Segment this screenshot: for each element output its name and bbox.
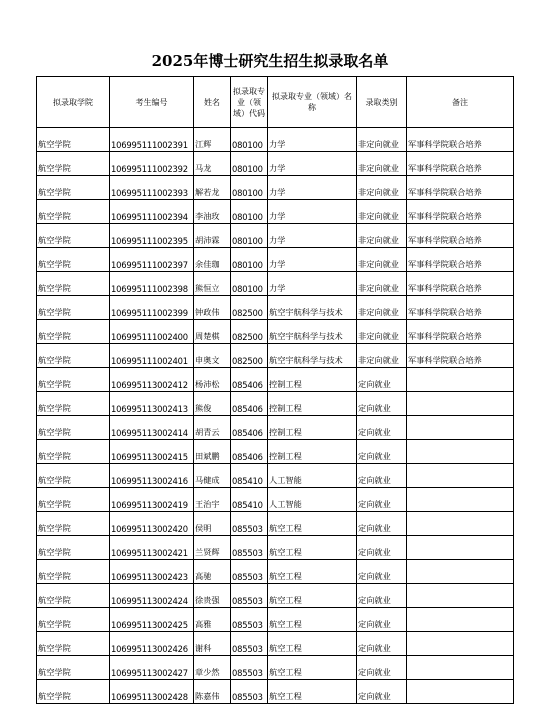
cell-major-code: 082500 [231,344,268,368]
cell-remark [407,488,514,512]
cell-category: 非定向就业 [357,344,407,368]
cell-candidate-id: 106995111002394 [110,200,194,224]
cell-major-code: 080100 [231,176,268,200]
cell-major-name: 航空宇航科学与技术 [268,296,357,320]
cell-college: 航空学院 [37,392,110,416]
cell-major-code: 085406 [231,416,268,440]
cell-name: 周楚棋 [194,320,231,344]
cell-candidate-id: 106995113002427 [110,656,194,680]
header-row [37,77,514,128]
header-major-name: 拟录取专业（领域）名称 [268,77,357,128]
cell-remark: 军事科学院联合培养 [407,344,514,368]
table-row [37,344,514,368]
table-row [37,272,514,296]
cell-remark: 军事科学院联合培养 [407,272,514,296]
cell-category: 定向就业 [357,368,407,392]
cell-major-name: 控制工程 [268,416,357,440]
cell-major-code: 085503 [231,608,268,632]
header-category: 录取类别 [357,77,407,128]
cell-name: 余佳珈 [194,248,231,272]
cell-college: 航空学院 [37,128,110,152]
cell-name: 高雅 [194,608,231,632]
cell-major-code: 085410 [231,488,268,512]
cell-college: 航空学院 [37,656,110,680]
cell-name: 田斌鹏 [194,440,231,464]
cell-major-name: 航空工程 [268,560,357,584]
cell-major-name: 力学 [268,200,357,224]
cell-category: 定向就业 [357,512,407,536]
cell-major-code: 085503 [231,656,268,680]
cell-major-name: 航空工程 [268,680,357,704]
cell-college: 航空学院 [37,416,110,440]
cell-name: 江辉 [194,128,231,152]
table-row [37,656,514,680]
cell-remark [407,392,514,416]
cell-major-name: 力学 [268,152,357,176]
cell-remark [407,680,514,704]
table-row [37,248,514,272]
cell-category: 定向就业 [357,488,407,512]
cell-name: 熊俊 [194,392,231,416]
cell-remark [407,512,514,536]
cell-major-name: 航空宇航科学与技术 [268,320,357,344]
cell-major-name: 航空工程 [268,584,357,608]
cell-category: 定向就业 [357,536,407,560]
cell-remark [407,656,514,680]
table-row [37,680,514,704]
cell-candidate-id: 106995111002398 [110,272,194,296]
cell-name: 高驰 [194,560,231,584]
cell-major-code: 080100 [231,248,268,272]
cell-major-code: 085503 [231,584,268,608]
cell-remark: 军事科学院联合培养 [407,152,514,176]
cell-name: 解若龙 [194,176,231,200]
header-major-code: 拟录取专业（领域）代码 [231,77,268,128]
cell-remark [407,632,514,656]
cell-major-code: 085406 [231,392,268,416]
cell-category: 非定向就业 [357,152,407,176]
cell-candidate-id: 106995113002415 [110,440,194,464]
cell-major-code: 080100 [231,128,268,152]
cell-candidate-id: 106995111002393 [110,176,194,200]
cell-category: 定向就业 [357,560,407,584]
cell-candidate-id: 106995113002414 [110,416,194,440]
table-row [37,128,514,152]
cell-college: 航空学院 [37,488,110,512]
cell-remark: 军事科学院联合培养 [407,224,514,248]
cell-college: 航空学院 [37,344,110,368]
cell-name: 侯明 [194,512,231,536]
cell-remark: 军事科学院联合培养 [407,176,514,200]
cell-college: 航空学院 [37,224,110,248]
cell-category: 非定向就业 [357,296,407,320]
table-row [37,200,514,224]
table-row [37,152,514,176]
cell-category: 定向就业 [357,656,407,680]
header-candidate-id: 考生编号 [110,77,194,128]
cell-major-code: 080100 [231,200,268,224]
cell-remark: 军事科学院联合培养 [407,200,514,224]
cell-major-name: 力学 [268,176,357,200]
cell-candidate-id: 106995113002421 [110,536,194,560]
cell-major-name: 控制工程 [268,440,357,464]
cell-college: 航空学院 [37,152,110,176]
cell-major-name: 力学 [268,224,357,248]
cell-candidate-id: 106995113002420 [110,512,194,536]
admission-table [36,76,514,704]
cell-category: 定向就业 [357,464,407,488]
cell-category: 定向就业 [357,680,407,704]
cell-name: 陈嘉伟 [194,680,231,704]
table-row [37,392,514,416]
cell-remark [407,440,514,464]
cell-college: 航空学院 [37,368,110,392]
cell-category: 非定向就业 [357,272,407,296]
cell-major-name: 力学 [268,248,357,272]
cell-college: 航空学院 [37,464,110,488]
cell-major-code: 080100 [231,224,268,248]
cell-name: 谢科 [194,632,231,656]
cell-major-name: 控制工程 [268,392,357,416]
cell-college: 航空学院 [37,560,110,584]
table-row [37,536,514,560]
cell-candidate-id: 106995111002395 [110,224,194,248]
cell-major-code: 085406 [231,368,268,392]
cell-major-name: 控制工程 [268,368,357,392]
cell-college: 航空学院 [37,632,110,656]
cell-college: 航空学院 [37,272,110,296]
cell-name: 胡沛霖 [194,224,231,248]
cell-college: 航空学院 [37,296,110,320]
cell-category: 非定向就业 [357,224,407,248]
cell-candidate-id: 106995113002424 [110,584,194,608]
table-row [37,608,514,632]
cell-category: 非定向就业 [357,128,407,152]
cell-category: 定向就业 [357,632,407,656]
cell-major-name: 人工智能 [268,488,357,512]
header-name: 姓名 [194,77,231,128]
cell-candidate-id: 106995111002400 [110,320,194,344]
cell-category: 定向就业 [357,440,407,464]
cell-major-name: 航空工程 [268,656,357,680]
table-row [37,440,514,464]
table-row [37,464,514,488]
cell-remark: 军事科学院联合培养 [407,128,514,152]
cell-candidate-id: 106995113002425 [110,608,194,632]
cell-remark [407,536,514,560]
cell-college: 航空学院 [37,680,110,704]
cell-college: 航空学院 [37,512,110,536]
cell-college: 航空学院 [37,608,110,632]
cell-major-name: 航空工程 [268,608,357,632]
cell-major-code: 085503 [231,560,268,584]
cell-major-name: 航空工程 [268,632,357,656]
cell-category: 非定向就业 [357,248,407,272]
cell-category: 定向就业 [357,584,407,608]
table-row [37,560,514,584]
cell-candidate-id: 106995113002423 [110,560,194,584]
cell-name: 胡青云 [194,416,231,440]
cell-remark [407,584,514,608]
table-row [37,488,514,512]
cell-major-code: 080100 [231,152,268,176]
cell-category: 非定向就业 [357,200,407,224]
cell-name: 申奥文 [194,344,231,368]
cell-candidate-id: 106995111002401 [110,344,194,368]
table-row [37,176,514,200]
cell-remark: 军事科学院联合培养 [407,320,514,344]
cell-candidate-id: 106995113002416 [110,464,194,488]
cell-name: 王治宇 [194,488,231,512]
cell-name: 马龙 [194,152,231,176]
cell-candidate-id: 106995113002419 [110,488,194,512]
cell-candidate-id: 106995111002397 [110,248,194,272]
cell-candidate-id: 106995113002426 [110,632,194,656]
cell-name: 李油玫 [194,200,231,224]
cell-college: 航空学院 [37,320,110,344]
page-title: 2025年博士研究生招生拟录取名单 [151,52,389,70]
cell-category: 非定向就业 [357,320,407,344]
cell-remark: 军事科学院联合培养 [407,248,514,272]
cell-category: 定向就业 [357,608,407,632]
cell-major-code: 085503 [231,680,268,704]
cell-name: 钟政伟 [194,296,231,320]
table-row [37,584,514,608]
cell-category: 定向就业 [357,416,407,440]
cell-major-name: 航空宇航科学与技术 [268,344,357,368]
cell-candidate-id: 106995111002399 [110,296,194,320]
cell-candidate-id: 106995113002428 [110,680,194,704]
cell-candidate-id: 106995113002412 [110,368,194,392]
cell-name: 章少然 [194,656,231,680]
cell-major-code: 085410 [231,464,268,488]
cell-major-code: 080100 [231,272,268,296]
cell-major-name: 航空工程 [268,536,357,560]
header-remark: 备注 [407,77,514,128]
cell-major-code: 082500 [231,320,268,344]
table-row [37,224,514,248]
cell-remark [407,416,514,440]
cell-name: 徐贵强 [194,584,231,608]
table-body [37,128,514,704]
cell-candidate-id: 106995111002392 [110,152,194,176]
cell-college: 航空学院 [37,200,110,224]
cell-major-name: 人工智能 [268,464,357,488]
cell-candidate-id: 106995113002413 [110,392,194,416]
cell-major-name: 力学 [268,272,357,296]
cell-remark [407,608,514,632]
cell-remark [407,368,514,392]
cell-major-code: 082500 [231,296,268,320]
table-row [37,632,514,656]
cell-major-name: 航空工程 [268,512,357,536]
cell-major-code: 085503 [231,536,268,560]
cell-remark [407,560,514,584]
cell-name: 马健成 [194,464,231,488]
cell-college: 航空学院 [37,440,110,464]
cell-remark: 军事科学院联合培养 [407,296,514,320]
table-row [37,296,514,320]
cell-college: 航空学院 [37,176,110,200]
cell-major-code: 085503 [231,632,268,656]
cell-major-name: 力学 [268,128,357,152]
table-row [37,368,514,392]
table-row [37,320,514,344]
cell-category: 定向就业 [357,392,407,416]
cell-college: 航空学院 [37,536,110,560]
cell-candidate-id: 106995111002391 [110,128,194,152]
cell-college: 航空学院 [37,584,110,608]
cell-name: 杨沛松 [194,368,231,392]
cell-major-code: 085503 [231,512,268,536]
cell-major-code: 085406 [231,440,268,464]
header-college: 拟录取学院 [37,77,110,128]
table-row [37,512,514,536]
cell-remark [407,464,514,488]
cell-college: 航空学院 [37,248,110,272]
cell-name: 熊恒立 [194,272,231,296]
cell-category: 非定向就业 [357,176,407,200]
cell-name: 兰贤辉 [194,536,231,560]
table-row [37,416,514,440]
